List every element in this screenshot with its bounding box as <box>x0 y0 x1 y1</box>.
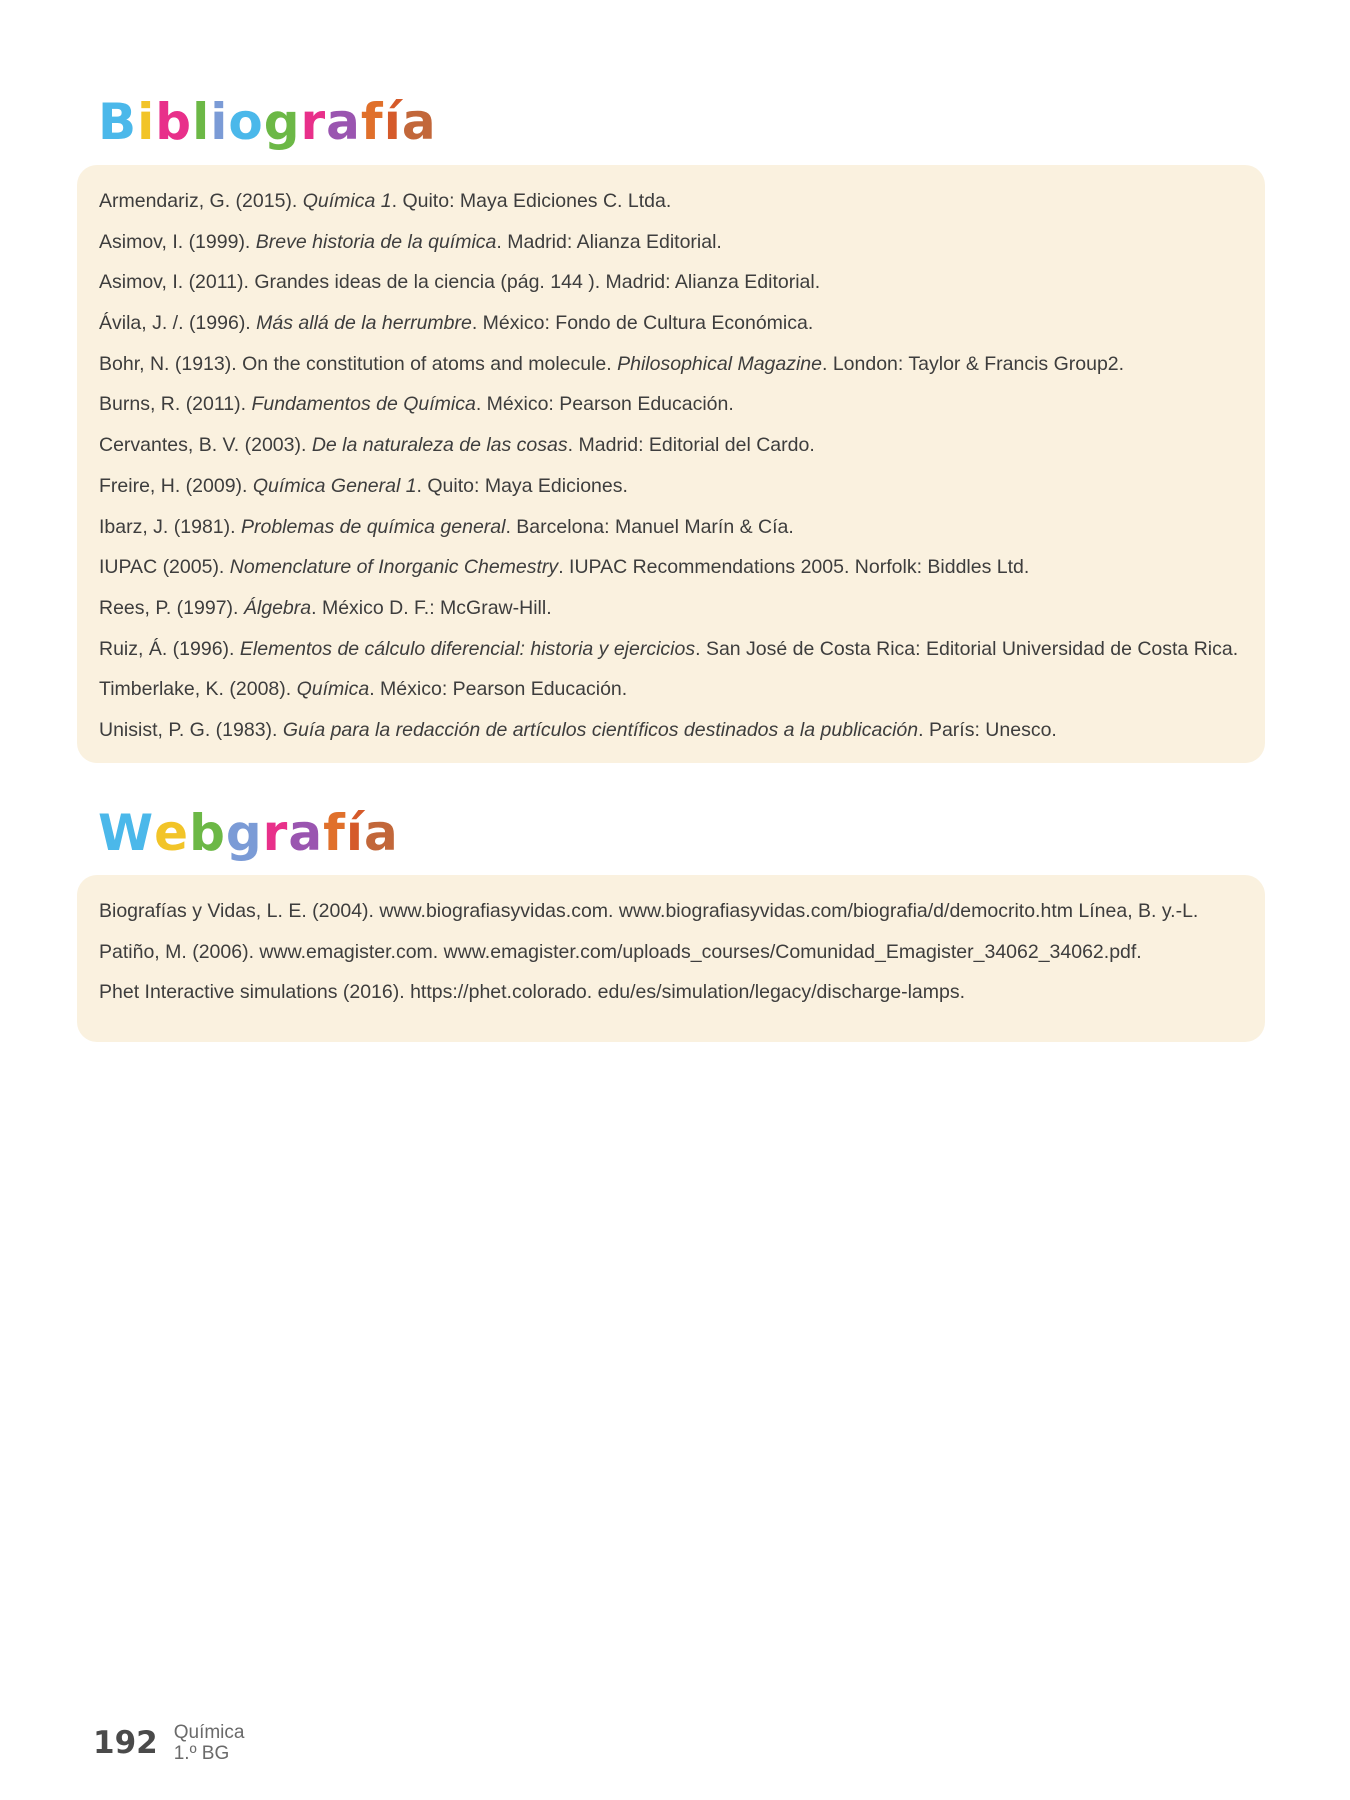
bibliography-entry: Ibarz, J. (1981). Problemas de química general. Barcelona: Manuel Marín & Cía. <box>99 515 794 538</box>
bibliography-title-letter: f <box>360 93 384 151</box>
work-title: Química General 1 <box>252 474 417 497</box>
bibliography-entry: Ávila, J. /. (1996). Más allá de la herrumbre. México: Fondo de Cultura Económica. <box>99 312 814 335</box>
webgraphy-title-letter: a <box>288 804 324 862</box>
work-title: Problemas de química general <box>240 515 506 538</box>
bibliography-entry: Timberlake, K. (2008). Química. México: Pearson Educación. <box>99 678 628 701</box>
bibliography-title-letter: r <box>300 93 327 151</box>
webgraphy-entry: Patiño, M. (2006). www.emagister.com. www.emagister.com/uploads_courses/Comunidad_Emagister_34062_34062.pdf. <box>99 940 1142 963</box>
work-title: Más allá de la herrumbre <box>256 312 472 335</box>
bibliography-entry: IUPAC (2005). Nomenclature of Inorganic Chemestry. IUPAC Recommendations 2005. Norfolk: Biddles Ltd. <box>99 556 1030 579</box>
webgraphy-title-letter: b <box>189 804 226 862</box>
bibliography-entry: Bohr, N. (1913). On the constitution of atoms and molecule. Philosophical Magazine. London: Taylor & Francis Group2. <box>99 352 1125 375</box>
webgraphy-title-letter: e <box>154 804 190 862</box>
bibliography-panel <box>77 165 1265 763</box>
work-title: Philosophical Magazine <box>617 352 822 375</box>
work-title: Breve historia de la química <box>255 230 497 253</box>
bibliography-title-letter: i <box>210 93 229 151</box>
bibliography-heading <box>98 93 437 151</box>
bibliography-entry: Armendariz, G. (2015). Química 1. Quito: Maya Ediciones C. Ltda. <box>99 190 672 212</box>
bibliography-title-letter: a <box>326 93 361 151</box>
footer-info <box>174 1722 245 1764</box>
page-footer <box>93 1722 244 1764</box>
webgraphy-title-letter: a <box>364 804 399 862</box>
footer-subject: Química <box>173 1722 245 1743</box>
webgraphy-heading <box>98 804 399 862</box>
bibliography-entry: Asimov, I. (1999). Breve historia de la química. Madrid: Alianza Editorial. <box>99 230 722 253</box>
work-title: Nomenclature of Inorganic Chemestry <box>229 556 559 579</box>
bibliography-title-letter: B <box>98 93 138 151</box>
webgraphy-entry: Phet Interactive simulations (2016). https://phet.colorado. edu/es/simulation/legacy/discharge-lamps. <box>99 981 966 1004</box>
bibliography-entry: Asimov, I. (2011). Grandes ideas de la ciencia (pág. 144 ). Madrid: Alianza Editorial. <box>99 271 821 294</box>
bibliography-entry: Ruiz, Á. (1996). Elementos de cálculo diferencial: historia y ejercicios. San José de Costa Rica: Editorial Universidad de Costa Rica. <box>99 637 1239 660</box>
bibliography-title-letter: a <box>401 93 437 151</box>
work-title: Química <box>296 678 370 701</box>
webgraphy-title-letter: f <box>323 804 346 862</box>
page-number: 192 <box>93 1725 158 1761</box>
bibliography-entry: Cervantes, B. V. (2003). De la naturaleza de las cosas. Madrid: Editorial del Cardo. <box>99 434 815 457</box>
bibliography-entry: Rees, P. (1997). Álgebra. México D. F.: McGraw-Hill. <box>99 596 552 619</box>
footer-grade: 1.º BG <box>173 1743 230 1764</box>
webgraphy-title-letter: r <box>262 804 289 862</box>
webgraphy-title-letter: g <box>225 804 263 862</box>
bibliography-title-letter: b <box>155 93 193 151</box>
bibliography-entry: Unisist, P. G. (1983). Guía para la redacción de artículos científicos destinados a la publicación. París: Unesco. <box>99 718 1057 741</box>
bibliography-title-letter: í <box>383 93 402 151</box>
webgraphy-panel <box>77 875 1265 1042</box>
bibliography-entry: Freire, H. (2009). Química General 1. Quito: Maya Ediciones. <box>99 474 628 497</box>
work-title: Fundamentos de Química <box>251 393 476 416</box>
bibliography-entry: Burns, R. (2011). Fundamentos de Química. México: Pearson Educación. <box>99 393 734 416</box>
work-title: Guía para la redacción de artículos científicos destinados a la publicación <box>282 718 919 741</box>
webgraphy-title-letter: W <box>98 804 155 862</box>
work-title: Elementos de cálculo diferencial: historia y ejercicios <box>239 637 696 660</box>
bibliography-title-letter: l <box>192 93 211 151</box>
bibliography-title-letter: o <box>228 93 264 151</box>
work-title: Álgebra <box>243 596 312 619</box>
bibliography-title-letter: i <box>137 93 156 151</box>
bibliography-title-letter: g <box>263 93 301 151</box>
work-title: Química 1 <box>302 190 392 212</box>
work-title: De la naturaleza de las cosas <box>311 434 568 457</box>
webgraphy-entry: Biografías y Vidas, L. E. (2004). www.biografiasyvidas.com. www.biografiasyvidas.com/biografia/d/democrito.htm Línea, B. y.-L. <box>99 900 1199 922</box>
webgraphy-title-letter: í <box>345 804 364 862</box>
